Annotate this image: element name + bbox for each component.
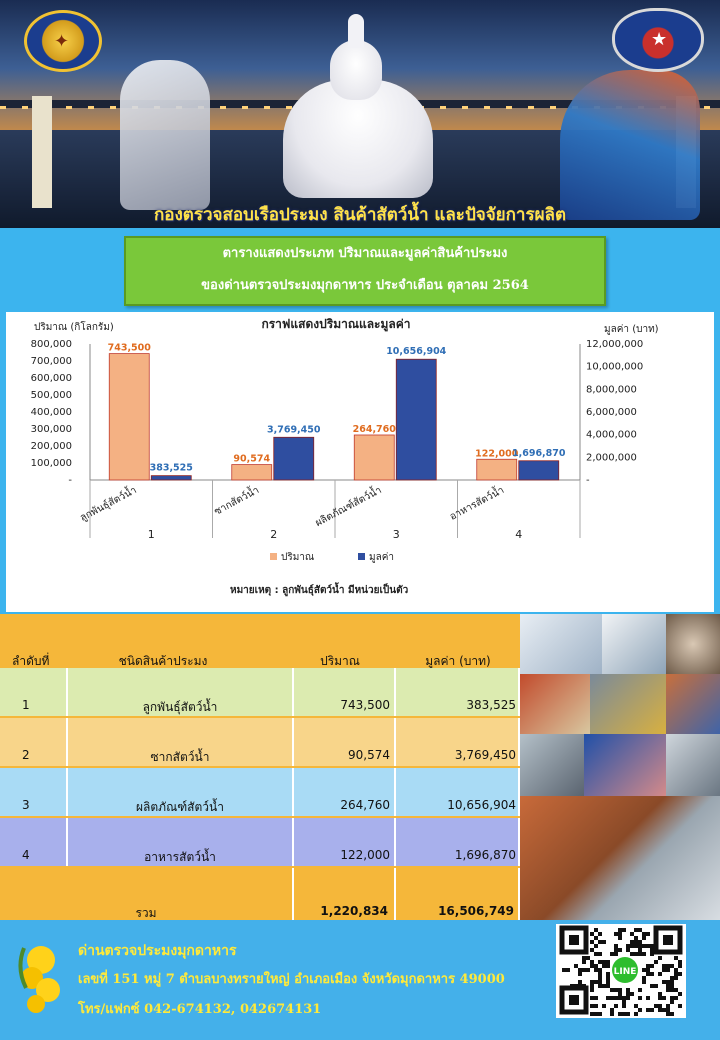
cell-product-name: ซากสัตว์น้ำ (150, 750, 210, 764)
qr-module (670, 1000, 674, 1004)
qr-module (654, 984, 658, 988)
cell-no: 4 (22, 848, 30, 862)
qr-module (642, 944, 646, 948)
qr-module (642, 932, 646, 936)
qr-module (670, 996, 674, 1000)
qr-module (590, 948, 594, 952)
qr-module (646, 972, 650, 976)
qr-module (598, 972, 602, 976)
qr-module (678, 960, 682, 964)
qr-module (582, 968, 586, 972)
qr-module (614, 932, 618, 936)
qr-module (630, 932, 634, 936)
buddha-statue-head (330, 40, 382, 100)
qr-module (678, 972, 682, 976)
y-tick-right: 4,000,000 (586, 429, 637, 441)
cell-product-name: อาหารสัตว์น้ำ (144, 850, 216, 864)
qr-module (598, 952, 602, 956)
total-label: รวม (135, 906, 157, 920)
qr-module (666, 1008, 670, 1012)
naga-statue-right (560, 70, 700, 220)
y-tick-left: 100,000 (30, 458, 72, 469)
bar-quantity (354, 435, 394, 480)
qr-module (658, 972, 662, 976)
qr-module (602, 940, 606, 944)
qr-module (658, 956, 662, 960)
bar-value (519, 461, 559, 480)
qr-module (662, 980, 666, 984)
x-group-number: 3 (392, 528, 400, 541)
photo-frozen-fish (584, 734, 666, 796)
qr-module (582, 956, 586, 960)
qr-module (638, 944, 642, 948)
photo-shrimp (520, 734, 584, 796)
qr-module (646, 996, 650, 1000)
qr-module (622, 928, 626, 932)
header-quantity: ปริมาณ (320, 654, 360, 668)
qr-module (610, 996, 614, 1000)
qr-module (670, 1012, 674, 1016)
bar-quantity (232, 465, 272, 480)
qr-module (630, 992, 634, 996)
qr-module (650, 952, 654, 956)
qr-module (634, 1012, 638, 1016)
qr-module (674, 988, 678, 992)
qr-module (662, 964, 666, 968)
qr-module (650, 1008, 654, 1012)
qr-module (678, 992, 682, 996)
x-group-number: 1 (147, 528, 155, 541)
qr-module (642, 968, 646, 972)
qr-module (562, 968, 566, 972)
cell-quantity: 90,574 (348, 748, 390, 762)
cell-quantity: 743,500 (340, 698, 390, 712)
qr-module (578, 972, 582, 976)
qr-module (594, 944, 598, 948)
qr-module (666, 988, 670, 992)
qr-module (622, 1012, 626, 1016)
legend-swatch-quantity (270, 553, 277, 560)
qr-module (634, 1004, 638, 1008)
qr-module (590, 940, 594, 944)
qr-module (618, 948, 622, 952)
qr-module (606, 996, 610, 1000)
x-tick-label: อาหารสัตว์น้ำ (448, 484, 507, 523)
y-tick-right: 12,000,000 (586, 339, 644, 350)
qr-module (606, 984, 610, 988)
legend-swatch-value (358, 553, 365, 560)
qr-module (670, 964, 674, 968)
qr-module (602, 1004, 606, 1008)
qr-module (590, 996, 594, 1000)
qr-module (614, 952, 618, 956)
qr-module (638, 940, 642, 944)
qr-module (626, 948, 630, 952)
qr-module (610, 988, 614, 992)
qr-module (614, 996, 618, 1000)
data-label-quantity: 264,760 (352, 423, 396, 435)
qr-module (662, 996, 666, 1000)
qr-module (594, 996, 598, 1000)
header-value: มูลค่า (บาท) (425, 654, 491, 668)
qr-module (590, 964, 594, 968)
qr-module (594, 952, 598, 956)
buddha-statue-top (348, 14, 364, 48)
qr-module (670, 988, 674, 992)
qr-module (586, 968, 590, 972)
qr-module (618, 928, 622, 932)
line-qr-code[interactable] (556, 924, 686, 1018)
y-tick-left: 500,000 (30, 390, 72, 401)
qr-module (594, 964, 598, 968)
qr-module (626, 988, 630, 992)
qr-module (622, 1000, 626, 1004)
qr-module (626, 996, 630, 1000)
qr-module (626, 1012, 630, 1016)
qr-module (646, 932, 650, 936)
qr-module (650, 972, 654, 976)
bar-quantity (109, 354, 149, 480)
line-logo-label: LINE (613, 967, 637, 977)
qr-module (630, 940, 634, 944)
qr-module (630, 952, 634, 956)
qr-module (614, 1004, 618, 1008)
qr-module (590, 932, 594, 936)
qr-module (574, 964, 578, 968)
qr-module (626, 944, 630, 948)
qr-module (674, 956, 678, 960)
qr-module (618, 1012, 622, 1016)
y-tick-left: 200,000 (30, 441, 72, 452)
qr-module (598, 932, 602, 936)
qr-module (594, 1012, 598, 1016)
qr-module (650, 964, 654, 968)
qr-module (590, 980, 594, 984)
bar-value (274, 437, 314, 480)
legend-label-value: มูลค่า (369, 552, 395, 563)
total-quantity: 1,220,834 (320, 904, 388, 918)
qr-module (610, 1008, 614, 1012)
qr-module (634, 944, 638, 948)
photo-cans (666, 674, 720, 734)
department-of-fisheries-logo (24, 10, 102, 72)
y-axis-label-left: ปริมาณ (กิโลกรัม) (34, 322, 114, 333)
cell-no: 2 (22, 748, 30, 762)
qr-module (590, 988, 594, 992)
x-group-number: 2 (270, 528, 278, 541)
photo-collage (520, 614, 720, 920)
legend-label-quantity: ปริมาณ (281, 552, 315, 563)
qr-module (666, 1012, 670, 1016)
qr-module (646, 968, 650, 972)
photo-truck-inspection (520, 796, 720, 920)
data-label-value: 10,656,904 (386, 346, 447, 358)
qr-module (666, 980, 670, 984)
qr-module (666, 984, 670, 988)
qr-module (666, 1004, 670, 1008)
qr-module (622, 996, 626, 1000)
qr-module (634, 940, 638, 944)
y-tick-left: 800,000 (30, 339, 72, 350)
qr-module (658, 996, 662, 1000)
cell-quantity: 264,760 (340, 798, 390, 812)
qr-module (650, 984, 654, 988)
qr-module (658, 1008, 662, 1012)
qr-module (598, 984, 602, 988)
qr-module (650, 944, 654, 948)
summary-table (0, 614, 520, 920)
cell-no: 1 (22, 698, 30, 712)
qr-module (646, 1008, 650, 1012)
qr-module (590, 1012, 594, 1016)
x-tick-label: ลูกพันธุ์สัตว์น้ำ (78, 484, 139, 524)
report-title-box (124, 236, 606, 306)
qr-module (578, 968, 582, 972)
qr-module (674, 968, 678, 972)
qr-module (602, 984, 606, 988)
photo-dried-fish (666, 734, 720, 796)
qr-module (578, 980, 582, 984)
report-title-line1: ตารางแสดงประเภท ปริมาณและมูลค่าสินค้าประมง (222, 246, 508, 261)
report-title-line2: ของด่านตรวจประมงมุกดาหาร ประจำเดือน ตุลาคม 2564 (201, 278, 529, 293)
qr-module (678, 964, 682, 968)
qr-module (642, 980, 646, 984)
star-icon: ★ (651, 29, 668, 50)
y-tick-right: 8,000,000 (586, 384, 637, 396)
footer-phone: โทร/แฟกซ์ 042-674132, 042674131 (78, 1002, 322, 1017)
qr-module (582, 960, 586, 964)
qr-module (618, 936, 622, 940)
header-banner (0, 0, 720, 228)
bar-quantity (477, 459, 517, 480)
qr-module (598, 980, 602, 984)
qr-module (678, 1004, 682, 1008)
qr-module (602, 960, 606, 964)
qr-module (642, 936, 646, 940)
qr-module (594, 1004, 598, 1008)
qr-module (662, 968, 666, 972)
qr-module (590, 1004, 594, 1008)
qr-module (638, 948, 642, 952)
qr-module (614, 988, 618, 992)
qr-module (674, 996, 678, 1000)
qr-module (626, 992, 630, 996)
qr-module (594, 928, 598, 932)
qr-module (634, 936, 638, 940)
x-tick-label: ซากสัตว์น้ำ (212, 484, 262, 518)
qr-module (606, 976, 610, 980)
qr-module (598, 1012, 602, 1016)
qr-module (646, 944, 650, 948)
chart-note: หมายเหตุ : ลูกพันธุ์สัตว์น้ำ มีหน่วยเป็นตัว (230, 585, 409, 596)
qr-module (598, 960, 602, 964)
cell-quantity: 122,000 (340, 848, 390, 862)
qr-module (618, 988, 622, 992)
y-tick-right: 6,000,000 (586, 407, 637, 418)
qr-module (618, 992, 622, 996)
y-tick-left: 600,000 (30, 373, 72, 384)
qr-module (590, 960, 594, 964)
qr-module (634, 952, 638, 956)
qr-module (594, 936, 598, 940)
qr-module (670, 980, 674, 984)
y-tick-right: 2,000,000 (586, 452, 637, 464)
qr-module (622, 1004, 626, 1008)
photo-fish-packs (590, 674, 666, 734)
bar-value (396, 359, 436, 480)
y-tick-left: 400,000 (30, 407, 72, 418)
x-tick-label: ผลิตภัณฑ์สัตว์น้ำ (313, 484, 384, 530)
golden-shower-flower-icon (14, 938, 68, 1022)
qr-module (618, 996, 622, 1000)
y-axis-label-right: มูลค่า (บาท) (604, 324, 659, 335)
qr-module (606, 960, 610, 964)
qr-module (618, 932, 622, 936)
qr-module (654, 960, 658, 964)
qr-module (614, 944, 618, 948)
fishery-inspection-logo (612, 8, 704, 72)
qr-module (642, 952, 646, 956)
cell-value: 3,769,450 (454, 748, 516, 762)
footer-office-name: ด่านตรวจประมงมุกดาหาร (78, 943, 237, 959)
qr-module (614, 948, 618, 952)
chart-title: กราฟแสดงปริมาณและมูลค่า (261, 317, 411, 331)
qr-module (638, 996, 642, 1000)
qr-module (602, 964, 606, 968)
photo-fish-bags (602, 614, 666, 674)
qr-module (662, 1008, 666, 1012)
cell-no: 3 (22, 798, 30, 812)
footer-address: เลขที่ 151 หมู่ 7 ตำบลบางทรายใหญ่ อำเภอเมือง จังหวัดมุกดาหาร 49000 (78, 972, 505, 987)
qr-module (658, 1004, 662, 1008)
header-no: ลำดับที่ (12, 654, 50, 668)
data-label-quantity: 743,500 (107, 342, 151, 354)
qr-module (658, 992, 662, 996)
qr-module (610, 952, 614, 956)
qr-module (590, 984, 594, 988)
cell-product-name: ลูกพันธุ์สัตว์น้ำ (142, 700, 218, 714)
qr-module (606, 980, 610, 984)
qr-module (650, 948, 654, 952)
qr-module (566, 968, 570, 972)
qr-module (646, 964, 650, 968)
cell-product-name: ผลิตภัณฑ์สัตว์น้ำ (136, 800, 224, 814)
qr-module (642, 976, 646, 980)
banner-title: กองตรวจสอบเรือประมง สินค้าสัตว์น้ำ และปัจจัยการผลิต (153, 205, 567, 225)
bar-chart (6, 312, 714, 612)
y-tick-left: - (68, 475, 72, 486)
naga-statue-left (120, 60, 210, 210)
photo-canned-fish (520, 674, 590, 734)
data-label-value: 3,769,450 (267, 424, 321, 436)
qr-module (654, 1004, 658, 1008)
qr-module (594, 968, 598, 972)
seal-icon: ✦ (54, 31, 70, 52)
pillar-left (32, 96, 52, 208)
bar-value (151, 476, 191, 480)
qr-module (634, 928, 638, 932)
qr-module (638, 952, 642, 956)
qr-module (630, 944, 634, 948)
header-product: ชนิดสินค้าประมง (118, 654, 208, 668)
qr-module (586, 956, 590, 960)
y-tick-right: 10,000,000 (586, 361, 644, 373)
qr-module (598, 968, 602, 972)
qr-module (638, 1008, 642, 1012)
qr-module (610, 1012, 614, 1016)
qr-module (598, 976, 602, 980)
qr-module (638, 928, 642, 932)
cell-value: 10,656,904 (447, 798, 516, 812)
cell-value: 383,525 (466, 698, 516, 712)
qr-module (666, 964, 670, 968)
photo-fish-fry-bags (520, 614, 602, 674)
x-group-number: 4 (515, 528, 523, 541)
qr-module (606, 964, 610, 968)
qr-module (606, 972, 610, 976)
data-label-quantity: 122,000 (475, 448, 519, 460)
total-value: 16,506,749 (438, 904, 514, 918)
photo-shellfish (666, 614, 720, 674)
qr-module (670, 976, 674, 980)
data-label-value: 1,696,870 (512, 447, 566, 459)
qr-module (674, 976, 678, 980)
qr-module (594, 980, 598, 984)
chart-panel (6, 312, 714, 612)
cell-value: 1,696,870 (454, 848, 516, 862)
qr-module (674, 972, 678, 976)
qr-module (666, 968, 670, 972)
y-tick-left: 700,000 (30, 356, 72, 367)
qr-module (598, 940, 602, 944)
y-tick-left: 300,000 (30, 424, 72, 435)
data-label-quantity: 90,574 (233, 453, 271, 465)
data-label-value: 383,525 (149, 462, 193, 474)
qr-module (670, 984, 674, 988)
qr-module (638, 988, 642, 992)
y-tick-right: - (586, 475, 590, 486)
